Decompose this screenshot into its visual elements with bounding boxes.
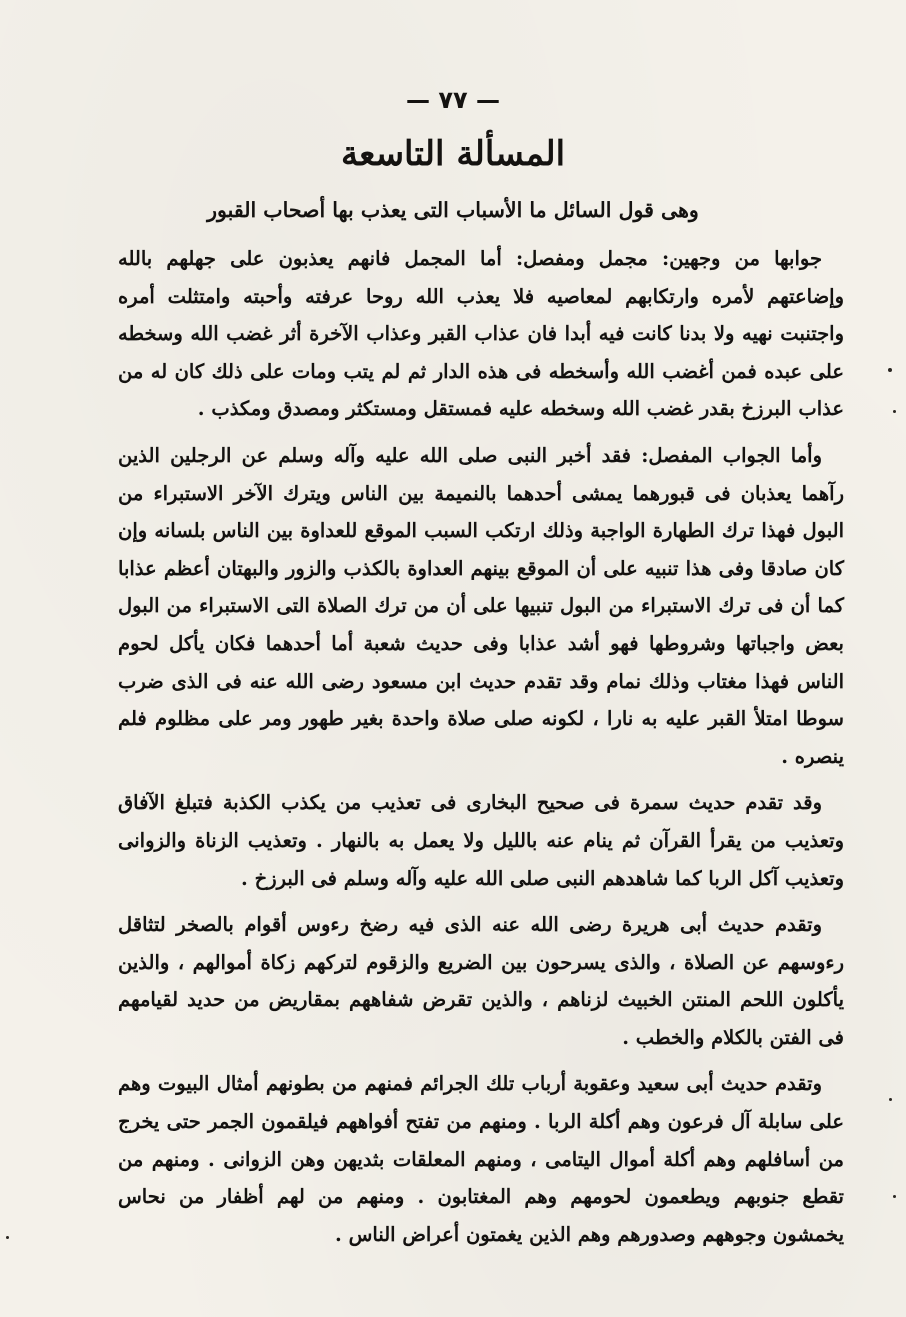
body-text bbox=[118, 240, 844, 1253]
paper-speck bbox=[893, 410, 896, 413]
paragraph: وقد تقدم حديث سمرة فى صحيح البخارى فى تعذيب من يكذب الكذبة فتبلغ الآفاق وتعذيب من يقرأ القرآن ثم ينام عنه بالليل ولا يعمل به بالنهار . وتعذيب الزناة والزوانى وتعذيب آكل الربا كما شاهدهم النبى صلى الله عليه وآله وسلم فى البرزخ . bbox=[118, 791, 844, 890]
page-number: — ٧٧ — bbox=[405, 86, 500, 114]
paragraph: وتقدم حديث أبى هريرة رضى الله عنه الذى فيه رضخ رءوس أقوام بالصخر لتثاقل رءوسهم عن الصلاة ، والذى يسرحون بين الضريع والزقوم لتركهم زكاة أموالهم ، والذين يأكلون اللحم المنتن الخبيث لزناهم ، والذين تقرض شفاههم بمقاريض من حديد لقيامهم فى الفتن بالكلام والخطب . bbox=[118, 913, 844, 1049]
paragraph: وأما الجواب المفصل: فقد أخبر النبى صلى الله عليه وآله وسلم عن الرجلين الذين رآهما يعذبان فى قبورهما يمشى أحدهما بالنميمة بين الناس ويترك الآخر الاستبراء من البول فهذا ترك الطهارة الواجبة وذلك ارتكب السبب الموقع للعداوة بين الناس بلسانه وإن كان صادقا وفى هذا تنبيه على أن الموقع بينهم العداوة بالكذب والزور والبهتان أعظم عذابا كما أن فى ترك الاستبراء من البول تنبيها على أن من ترك الصلاة التى الاستبراء من البول بعض واجباتها وشروطها فهو أشد عذابا وفى حديث شعبة أما أحدهما فكان يأكل لحوم الناس فهذا مغتاب وذلك نمام وقد تقدم حديث ابن مسعود رضى الله عنه فى الذى ضرب سوطا امتلأ القبر عليه به نارا ، لكونه صلى صلاة واحدة بغير طهور ومر على مظلوم فلم ينصره . bbox=[118, 443, 844, 768]
paper-speck bbox=[888, 368, 892, 372]
paragraph: جوابها من وجهين: مجمل ومفصل: أما المجمل فانهم يعذبون على جهلهم بالله وإضاعتهم لأمره وارتكابهم لمعاصيه فلا يعذب الله روحا عرفته وأحبته وامتثلت أمره واجتنبت نهيه ولا بدنا كانت فيه أبدا فان عذاب القبر وعذاب الآخرة أثر غضب الله وسخطه على عبده فمن أغضب الله وأسخطه فى هذه الدار ثم لم يتب ومات على ذلك كان له من عذاب البرزخ بقدر غضب الله وسخطه عليه فمستقل ومستكثر ومصدق ومكذب . bbox=[118, 247, 844, 421]
paper-speck bbox=[893, 1195, 896, 1198]
paper-speck bbox=[889, 1098, 892, 1101]
chapter-subtitle: وهى قول السائل ما الأسباب التى يعذب بها أصحاب القبور bbox=[207, 198, 699, 222]
chapter-title: المسألة التاسعة bbox=[340, 134, 566, 174]
paragraph: وتقدم حديث أبى سعيد وعقوبة أرباب تلك الجرائم فمنهم من بطونهم أمثال البيوت وهم على سابلة آل فرعون وهم أكلة الربا . ومنهم من تفتح أفواههم فيلقمون الجمر حتى يخرج من أسافلهم وهم أكلة أموال اليتامى ، ومنهم المعلقات بثديهن وهن الزوانى . ومنهم من تقطع جنوبهم ويطعمون لحومهم وهم المغتابون . ومنهم من لهم أظفار من نحاس يخمشون وجوههم وصدورهم وهم الذين يغمتون أعراض الناس . bbox=[118, 1072, 844, 1246]
paper-speck bbox=[6, 1236, 9, 1239]
